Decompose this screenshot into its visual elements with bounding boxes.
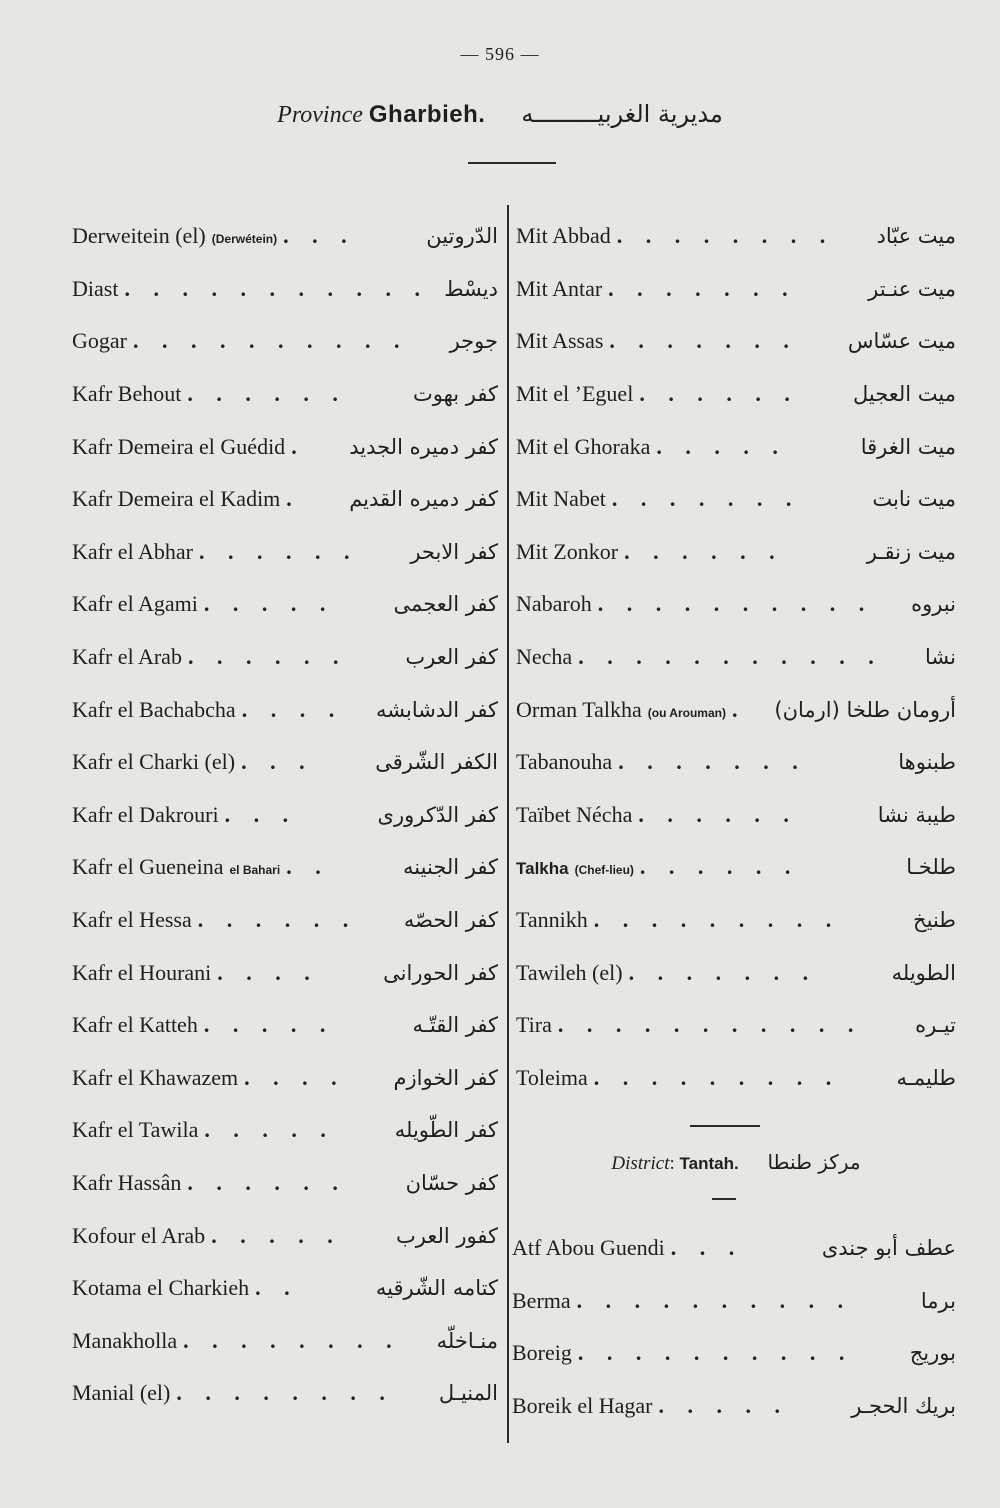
place-name [72, 907, 192, 933]
place-name-text: Kafr el Hessa [72, 907, 192, 933]
list-item [72, 1052, 498, 1105]
list-item [516, 999, 956, 1052]
place-name-text: Tabanouha [516, 749, 613, 775]
place-name-text: Mit Zonkor [516, 538, 619, 564]
place-name-text: Mit el Ghoraka [516, 433, 651, 459]
list-item [516, 631, 956, 684]
place-note: (Derwétein) [211, 232, 278, 247]
list-item [512, 1275, 956, 1328]
district-column [512, 1222, 956, 1432]
place-name-text: Kafr el Charki (el) [72, 749, 236, 775]
arabic-name: أرومان طلخا (ارمان) [774, 697, 956, 722]
leader-dots: . [286, 486, 301, 512]
arabic-name: كفر الطّويله [394, 1118, 498, 1143]
leader-dots: . . . . . . . . . [593, 1064, 841, 1090]
list-item [516, 841, 956, 894]
place-name-text: Tannikh [516, 907, 588, 933]
place-name-text: Kafr Demeira el Kadim [72, 486, 281, 512]
place-name-text: Mit Antar [516, 275, 603, 301]
place-name [72, 802, 219, 828]
arabic-name: الطويله [891, 960, 956, 985]
place-name-text: Kafr Demeira el Guédid [72, 433, 286, 459]
place-name [516, 749, 612, 775]
leader-dots: . . . [224, 801, 298, 827]
place-name-text: Manakholla [72, 1327, 178, 1353]
column-divider [507, 205, 509, 1443]
list-item [516, 946, 956, 999]
place-name [72, 486, 280, 512]
leader-dots: . . . [241, 749, 314, 775]
place-name [516, 381, 633, 407]
list-item [72, 578, 498, 631]
place-name [512, 1393, 653, 1419]
list-item [72, 1314, 498, 1367]
arabic-name: كفر الجنينه [403, 855, 498, 880]
place-name [516, 960, 623, 986]
arabic-name: كفر العرب [405, 645, 498, 670]
leader-dots: . . . [670, 1235, 744, 1261]
place-name [72, 1170, 181, 1196]
arabic-name: المنيـل [438, 1381, 498, 1406]
arabic-name: طبنوها [898, 750, 956, 775]
list-item [72, 210, 498, 263]
place-name [516, 223, 611, 249]
leader-dots: . . . . . [656, 433, 787, 459]
list-item [72, 315, 498, 368]
leader-dots: . [731, 696, 747, 722]
arabic-name: ميت العجيل [852, 382, 956, 407]
place-name-text: Talkha [516, 859, 569, 879]
list-item [72, 683, 498, 736]
place-name [72, 644, 182, 670]
list-item [512, 1327, 956, 1380]
arabic-name: الدّروتين [426, 224, 498, 249]
place-name-text: Kafr el Hourani [72, 959, 212, 985]
place-name [516, 328, 603, 354]
list-item [516, 683, 956, 736]
list-item [72, 999, 498, 1052]
arabic-name: منـاخلّه [436, 1328, 498, 1353]
place-name [72, 223, 277, 249]
place-name [72, 539, 193, 565]
place-name-text: Tawileh (el) [516, 959, 623, 985]
place-name [516, 434, 650, 460]
arabic-name: ميت عبّاد [876, 224, 956, 249]
place-name [516, 276, 602, 302]
leader-dots: . . . . . . [624, 538, 784, 564]
place-name-text: Kafr el Dakrouri [72, 801, 219, 827]
place-name-text: Kafr el Gueneina [72, 854, 224, 880]
page-number: — 596 — [460, 44, 540, 64]
right-column [516, 210, 956, 1104]
place-name-text: Atf Abou Guendi [512, 1235, 665, 1261]
place-name [516, 907, 588, 933]
place-name [72, 591, 198, 617]
arabic-name: جوجر [449, 329, 498, 354]
list-item [516, 736, 956, 789]
place-name [516, 1065, 588, 1091]
list-item [72, 946, 498, 999]
list-item [72, 631, 498, 684]
leader-dots: . . . . . . . . . . . [578, 644, 883, 670]
arabic-name: كفر الدّكرورى [377, 802, 498, 827]
place-name [72, 1275, 249, 1301]
list-item [72, 473, 498, 526]
leader-dots: . . . . . . [187, 1169, 347, 1195]
leader-dots: . . . . . . . . . . [577, 1340, 854, 1366]
place-name [516, 697, 726, 723]
arabic-name: كفر دميره الجديد [349, 434, 498, 459]
leader-dots: . . . . [217, 959, 319, 985]
arabic-name: بوريج [909, 1341, 956, 1366]
leader-dots: . . . . . . . . [176, 1380, 394, 1406]
place-name-text: Kafr el Arab [72, 644, 182, 670]
place-name-text: Boreik el Hagar [512, 1393, 653, 1419]
arabic-name: برما [920, 1288, 956, 1313]
leader-dots: . . . . . . . . [183, 1327, 401, 1353]
arabic-name: كفر القتّـه [412, 1013, 498, 1038]
place-name [516, 1012, 552, 1038]
list-item [72, 1157, 498, 1210]
arabic-name: طلخـا [906, 855, 956, 880]
list-item [72, 368, 498, 421]
list-item [516, 210, 956, 263]
place-name [512, 1340, 572, 1366]
leader-dots: . . . . . [211, 1222, 342, 1248]
place-note: (Chef-lieu) [574, 863, 634, 878]
place-name-text: Mit Nabet [516, 486, 606, 512]
place-name-text: Diast [72, 275, 119, 301]
place-note: (ou Arouman) [647, 705, 726, 720]
leader-dots: . . . . . . [187, 644, 348, 670]
place-name [72, 1328, 177, 1354]
arabic-name: ميت الغرقا [860, 434, 956, 459]
list-item [72, 263, 498, 316]
arabic-name: كفر الحورانى [383, 960, 498, 985]
place-note: el Bahari [229, 863, 281, 878]
place-name [512, 1235, 665, 1261]
page-title [0, 100, 1000, 129]
place-name-text: Mit Abbad [516, 223, 611, 249]
place-name [72, 749, 235, 775]
leader-dots: . . . . . . [639, 381, 799, 407]
place-name [72, 854, 280, 880]
arabic-name: الكفر الشّرقى [375, 750, 498, 775]
list-item [72, 1209, 498, 1262]
place-name-text: Kotama el Charkieh [72, 1275, 250, 1301]
arabic-name: ميت نابت [872, 487, 956, 512]
arabic-name: طليمـه [896, 1065, 956, 1090]
arabic-name: تيـره [915, 1013, 956, 1038]
place-name [72, 1380, 170, 1406]
list-item [72, 1262, 498, 1315]
list-item [516, 420, 956, 473]
leader-dots: . . . . [241, 696, 344, 722]
place-name-text: Kafr Hassân [72, 1169, 182, 1195]
list-item [512, 1222, 956, 1275]
arabic-name: ميت عنـتر [868, 276, 956, 301]
place-name [72, 1012, 198, 1038]
leader-dots: . . . . . . . [628, 959, 818, 985]
list-item [516, 263, 956, 316]
arabic-name: كفر العجمى [393, 592, 498, 617]
place-name [72, 276, 118, 302]
list-item [72, 789, 498, 842]
list-item [72, 736, 498, 789]
leader-dots: . . . . . . [638, 801, 798, 827]
arabic-name: ميت زنقـر [866, 539, 956, 564]
arabic-name: نشا [925, 645, 956, 670]
place-name [516, 591, 592, 617]
place-name-text: Kafr el Agami [72, 591, 198, 617]
place-name [516, 802, 632, 828]
arabic-name: بريك الحجـر [851, 1394, 956, 1419]
district-rule-bottom [712, 1198, 736, 1200]
leader-dots: . . . . . [658, 1393, 789, 1419]
title-arabic: مديرية الغربيـــــــــه [521, 100, 723, 128]
place-name-text: Orman Talkha [516, 696, 642, 722]
list-item [72, 841, 498, 894]
leader-dots: . . . . . . . [618, 749, 807, 775]
title-divider [468, 162, 556, 164]
leader-dots: . . . . . . [197, 907, 358, 933]
list-item [72, 526, 498, 579]
leader-dots: . . [255, 1275, 299, 1301]
arabic-name: عطف أبو جندى [821, 1236, 956, 1261]
district-rule-top [690, 1125, 760, 1127]
arabic-name: طنيخ [913, 908, 956, 933]
place-name [72, 697, 236, 723]
place-name [72, 960, 211, 986]
leader-dots: . . . . . . . . . . [597, 591, 874, 617]
leader-dots: . . . . . . . . . [593, 907, 841, 933]
place-name-text: Boreig [512, 1340, 572, 1366]
place-name-text: Gogar [72, 328, 127, 354]
place-name-text: Kafr el Abhar [72, 538, 193, 564]
arabic-name: كفر الخوازم [393, 1065, 498, 1090]
leader-dots: . . . . . . . . . . [576, 1287, 853, 1313]
title-province-name: Gharbieh. [368, 101, 486, 128]
place-name [72, 434, 285, 460]
place-name [516, 854, 634, 880]
leader-dots: . . . . . . . [608, 275, 797, 301]
arabic-name: كفر بهوت [412, 382, 498, 407]
arabic-name: ديسْط [444, 276, 498, 301]
list-item [516, 315, 956, 368]
place-name-text: Kafr el Tawila [72, 1117, 199, 1143]
place-name [72, 1065, 238, 1091]
place-name-text: Kafr el Bachabcha [72, 696, 236, 722]
leader-dots: . [291, 433, 306, 459]
list-item [516, 473, 956, 526]
district-arabic: مركز طنطا [767, 1150, 861, 1174]
left-column [72, 210, 498, 1420]
place-name [72, 381, 181, 407]
list-item [72, 894, 498, 947]
title-province-word: Province [277, 102, 363, 128]
leader-dots: . . . . . . . . . . [132, 328, 409, 354]
leader-dots: . . . . . [204, 1117, 335, 1143]
list-item [516, 368, 956, 421]
arabic-name: كتامه الشّرقيه [375, 1276, 498, 1301]
list-item [512, 1380, 956, 1433]
arabic-name: ميت عسّاس [847, 329, 956, 354]
place-name-text: Berma [512, 1287, 571, 1313]
place-name [72, 1223, 205, 1249]
place-name-text: Kofour el Arab [72, 1222, 206, 1248]
arabic-name: كفر دميره القديم [349, 487, 498, 512]
place-name [516, 486, 606, 512]
district-label: District [611, 1153, 670, 1174]
leader-dots: . . . . [244, 1064, 346, 1090]
place-name-text: Tira [516, 1012, 552, 1038]
leader-dots: . . . . . . . [611, 486, 801, 512]
place-name [516, 539, 618, 565]
leader-dots: . . . . . . . . [616, 223, 835, 249]
district-name: Tantah. [679, 1154, 739, 1173]
arabic-name: نبروه [911, 592, 956, 617]
place-name-text: Taïbet Nécha [516, 801, 633, 827]
place-name-text: Derweitein (el) [72, 223, 206, 249]
place-name [72, 328, 127, 354]
leader-dots: . . . . . . . . . . . [124, 275, 429, 301]
place-name-text: Kafr el Khawazem [72, 1064, 239, 1090]
arabic-name: كفر الحصّه [403, 908, 498, 933]
place-name-text: Necha [516, 644, 573, 670]
leader-dots: . . . . . . [187, 381, 347, 407]
list-item [516, 1052, 956, 1105]
arabic-name: كفر حسّان [405, 1170, 498, 1195]
list-item [72, 420, 498, 473]
arabic-name: كفور العرب [395, 1223, 498, 1248]
place-name-text: Mit el ’Eguel [516, 381, 634, 407]
leader-dots: . . . . . . . [609, 328, 798, 354]
arabic-name: كفر الدشابشه [376, 697, 498, 722]
leader-dots: . . . [283, 223, 356, 249]
leader-dots: . . . . . . . . . . . [557, 1012, 863, 1038]
list-item [516, 894, 956, 947]
place-name-text: Manial (el) [72, 1380, 171, 1406]
place-name [516, 644, 572, 670]
list-item [72, 1104, 498, 1157]
district-heading: District: Tantah. مركز طنطا [611, 1150, 861, 1174]
arabic-name: كفر الابحر [410, 539, 498, 564]
place-name [512, 1288, 571, 1314]
leader-dots: . . . . . . [639, 854, 800, 880]
place-name-text: Kafr Behout [72, 381, 182, 407]
list-item [516, 789, 956, 842]
list-item [516, 526, 956, 579]
place-name-text: Mit Assas [516, 328, 604, 354]
leader-dots: . . . . . . [198, 538, 359, 564]
place-name-text: Nabaroh [516, 591, 592, 617]
leader-dots: . . . . . [203, 591, 335, 617]
list-item [516, 578, 956, 631]
arabic-name: طيبة نشا [877, 802, 956, 827]
place-name [72, 1117, 198, 1143]
leader-dots: . . [286, 854, 330, 880]
leader-dots: . . . . . [203, 1012, 335, 1038]
list-item [72, 1367, 498, 1420]
place-name-text: Toleima [516, 1064, 588, 1090]
place-name-text: Kafr el Katteh [72, 1012, 198, 1038]
